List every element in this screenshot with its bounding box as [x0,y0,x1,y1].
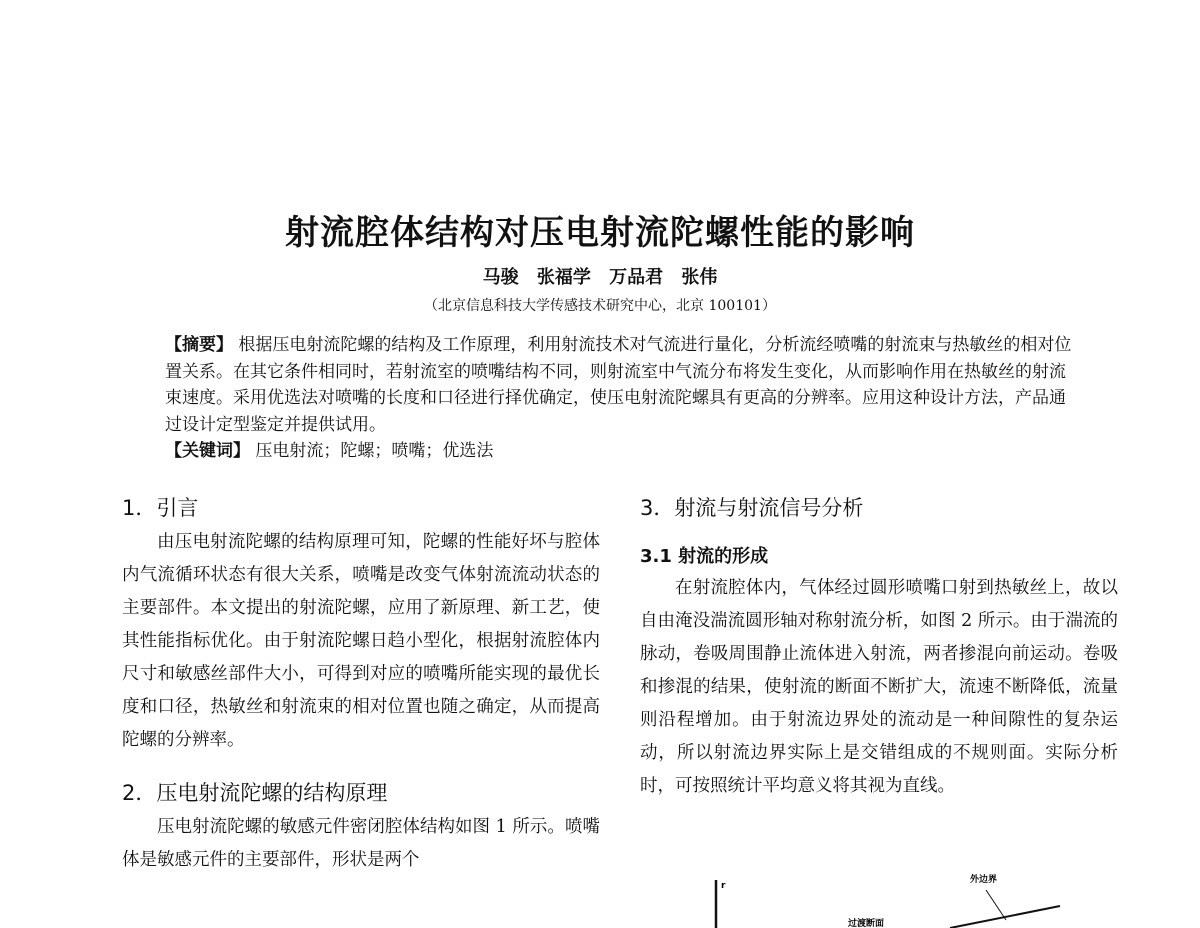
paper-affiliation: （北京信息科技大学传感技术研究中心，北京 100101） [424,298,776,314]
section-3-1-body: 在射流腔体内，气体经过圆形喷嘴口射到热敏丝上，故以自由淹没湍流圆形轴对称射流分析，如图 2 所示。由于湍流的脉动，卷吸周围静止流体进入射流，两者掺混向前运动。卷吸和掺混的结果，使射流的断面不断扩大，流速不断降低，流量则沿程增加。由于射流边界处的流动是一种间隙性的复杂运动，所以射流边界实际上是交错组成的不规则面。实际分析时，可按照统计平均意义将其视为直线。 [640,578,1118,796]
abstract-paragraph [165,332,1075,438]
section-1-heading: 1．引言 [122,496,199,520]
figure-2-partial [700,868,1100,928]
section-3-heading: 3．射流与射流信号分析 [640,496,864,520]
left-column [122,490,600,877]
section-2-body: 压电射流陀螺的敏感元件密闭腔体结构如图 1 所示。喷嘴体是敏感元件的主要部件，形状是两个 [122,817,600,870]
figure-label-r: r [721,881,726,891]
section-2-heading: 2．压电射流陀螺的结构原理 [122,781,388,805]
paper-authors: 马骏 张福学 万品君 张伟 [482,267,718,288]
abstract-label: 【摘要】 [165,335,233,355]
keywords-text: 压电射流；陀螺；喷嘴；优选法 [255,441,494,461]
figure-leader-line [986,890,1006,920]
right-column [640,490,1118,803]
figure-label-section: 过渡断面 [848,919,885,928]
figure-boundary-line [950,906,1060,928]
paper-title: 射流腔体结构对压电射流陀螺性能的影响 [285,213,915,253]
section-3-1-heading: 3.1 射流的形成 [640,546,769,567]
keywords-label: 【关键词】 [165,441,250,461]
section-1-body: 由压电射流陀螺的结构原理可知，陀螺的性能好坏与腔体内气流循环状态有很大关系，喷嘴是改变气体射流流动状态的主要部件。本文提出的射流陀螺，应用了新原理、新工艺，使其性能指标优化。由于射流陀螺日趋小型化，根据射流腔体内尺寸和敏感丝部件大小，可得到对应的喷嘴所能实现的最优长度和口径，热敏丝和射流束的相对位置也随之确定，从而提高陀螺的分辨率。 [122,532,600,750]
figure-label-outer-boundary: 外边界 [970,875,998,885]
abstract-block [165,332,1075,465]
keywords-paragraph [165,438,1075,465]
abstract-text: 根据压电射流陀螺的结构及工作原理，利用射流技术对气流进行量化，分析流经喷嘴的射流束与热敏丝的相对位置关系。在其它条件相同时，若射流室的喷嘴结构不同，则射流室中气流分布将发生变化，从而影响作用在热敏丝的射流束速度。采用优选法对喷嘴的长度和口径进行择优确定，使压电射流陀螺具有更高的分辨率。应用这种设计方法，产品通过设计定型鉴定并提供试用。 [165,335,1072,435]
